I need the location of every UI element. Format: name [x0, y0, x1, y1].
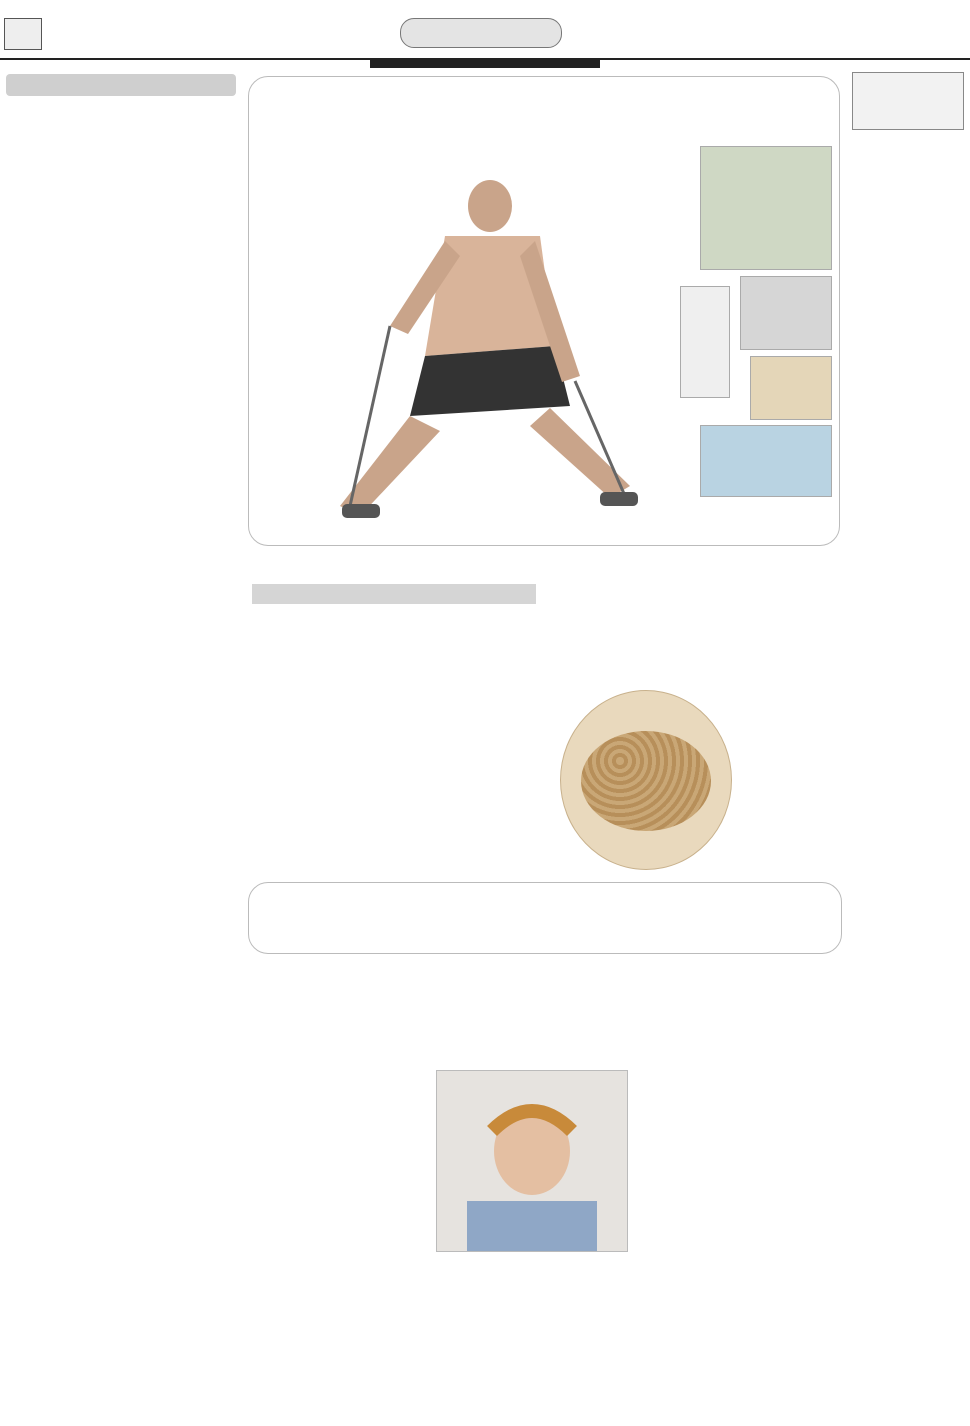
child-photo	[436, 1070, 628, 1252]
cycling-photo	[750, 356, 832, 420]
swimming-photo	[700, 425, 832, 497]
pushup-photo	[740, 276, 832, 350]
athlete-photo	[330, 146, 650, 536]
jumprope-photo	[680, 286, 730, 398]
mid-right-body	[552, 590, 834, 690]
right-title-3	[853, 80, 963, 83]
mid-left-body	[252, 612, 536, 878]
sidebar-section-bar	[6, 74, 236, 96]
section-name	[400, 18, 562, 48]
bottom-quote	[432, 1032, 592, 1060]
right-column-header	[852, 72, 964, 130]
lentils-photo	[560, 690, 732, 870]
page-number	[4, 18, 42, 50]
runner-photo	[700, 146, 832, 270]
right-column-body	[854, 136, 964, 874]
mid-left-subhead	[252, 584, 536, 604]
bottom-headline-frame	[248, 882, 842, 954]
paper-banner	[370, 58, 600, 68]
sidebar	[6, 100, 236, 1416]
masthead	[0, 0, 970, 60]
newspaper-logo[interactable]	[832, 4, 962, 48]
